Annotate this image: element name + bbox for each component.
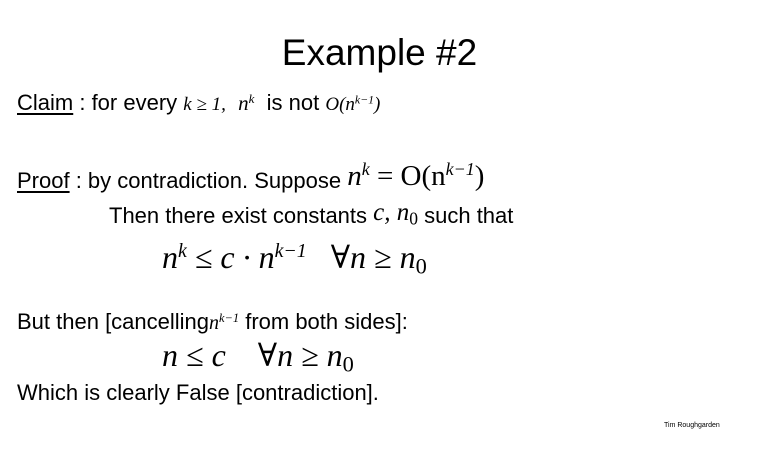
then-text-1: Then there exist constants xyxy=(109,203,374,228)
inequality-1: $n^k \le c \cdot n^{k-1}$ ∀n ≥ $n_0$ xyxy=(162,239,427,279)
claim-text-2: is not xyxy=(260,90,326,115)
then-math-constants: c, $n_0$ xyxy=(373,199,418,229)
claim-math-k: k ≥ 1, xyxy=(183,94,226,115)
but-text-1: But then [cancelling xyxy=(17,309,210,334)
proof-label: Proof xyxy=(17,168,70,193)
proof-text-1: : by contradiction. Suppose xyxy=(69,168,348,193)
then-text-2: such that xyxy=(418,203,514,228)
proof-math: $n^k = O(n^{k-1})$ xyxy=(347,159,485,192)
but-line xyxy=(17,311,408,333)
inequality-2: n ≤ c ∀n ≥ $n_0$ xyxy=(162,337,354,377)
but-math-n: $n^{k-1}$ xyxy=(209,311,240,334)
then-line xyxy=(109,199,514,229)
claim-math-nk: $n^k$ xyxy=(238,90,255,115)
conclusion-line: Which is clearly False [contradiction]. xyxy=(17,380,379,405)
page-title: Example #2 xyxy=(281,32,478,73)
claim-text-1: : for every xyxy=(73,90,184,115)
but-text-2: from both sides]: xyxy=(239,309,408,334)
proof-line xyxy=(17,159,485,194)
claim-line xyxy=(17,92,380,114)
claim-math-O: $O(n^{k-1})$ xyxy=(325,93,381,115)
author-footer: Tim Roughgarden xyxy=(664,422,720,429)
claim-label: Claim xyxy=(17,90,74,115)
